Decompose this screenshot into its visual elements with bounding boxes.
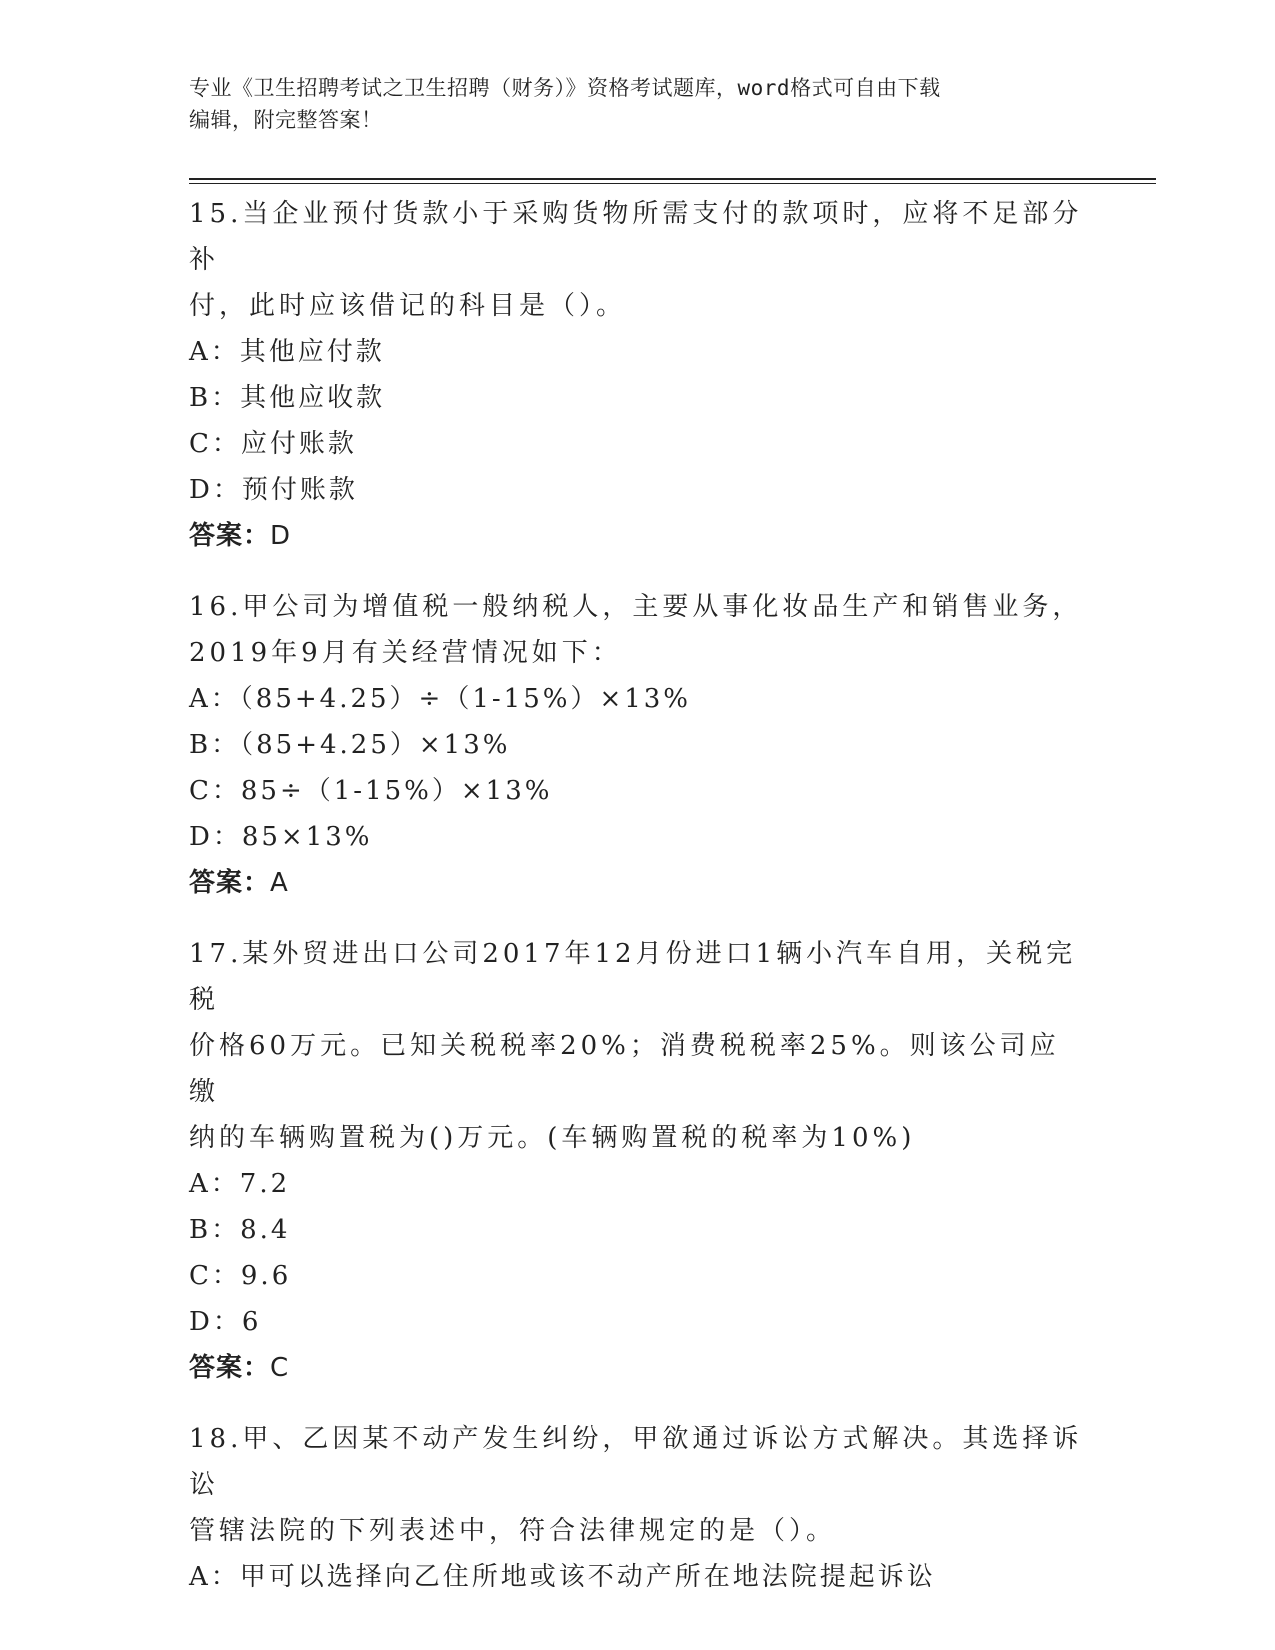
question-list	[189, 191, 1089, 1625]
option-c: C：85÷（1-15%）×13%	[189, 776, 553, 806]
question-16	[189, 584, 1089, 906]
question-text-line: 16.甲公司为增值税一般纳税人，主要从事化妆品生产和销售业务，	[189, 592, 1083, 622]
option-a: A：甲可以选择向乙住所地或该不动产所在地法院提起诉讼	[189, 1562, 936, 1592]
option-d: D：预付账款	[189, 475, 358, 505]
question-text-line: 17.某外贸进出口公司2017年12月份进口1辆小汽车自用，关税完税	[189, 939, 1077, 1015]
answer-line	[189, 1345, 1089, 1391]
header-line-1: 专业《卫生招聘考试之卫生招聘（财务）》资格考试题库，word格式可自由下载	[189, 76, 941, 100]
question-15	[189, 191, 1089, 559]
answer-line	[189, 513, 1089, 559]
answer-line	[189, 860, 1089, 906]
document-header	[189, 72, 1089, 136]
answer-value: C	[270, 1353, 290, 1383]
option-d: D：85×13%	[189, 822, 373, 852]
option-b: B：8.4	[189, 1215, 291, 1245]
option-c: C：9.6	[189, 1261, 292, 1291]
answer-label: 答案：	[189, 521, 271, 551]
answer-label: 答案：	[189, 1353, 271, 1383]
option-c: C：应付账款	[189, 429, 357, 459]
question-18	[189, 1416, 1089, 1600]
answer-label: 答案：	[189, 868, 271, 898]
option-a: A：其他应付款	[189, 337, 385, 367]
header-line-2: 编辑，附完整答案！	[189, 108, 383, 132]
answer-value: D	[270, 521, 292, 551]
option-a: A：（85+4.25）÷（1-15%）×13%	[189, 684, 692, 714]
option-a: A：7.2	[189, 1169, 291, 1199]
question-text-line: 纳的车辆购置税为()万元。(车辆购置税的税率为10%)	[189, 1123, 916, 1153]
question-text-line: 付，此时应该借记的科目是（）。	[189, 291, 627, 321]
option-d: D：6	[189, 1307, 262, 1337]
option-b: B：（85+4.25）×13%	[189, 730, 511, 760]
question-text-line: 2019年9月有关经营情况如下：	[189, 638, 622, 668]
option-b: B：其他应收款	[189, 383, 386, 413]
header-divider	[189, 178, 1156, 184]
answer-value: A	[270, 868, 289, 898]
question-text-line: 15.当企业预付货款小于采购货物所需支付的款项时，应将不足部分补	[189, 199, 1083, 275]
question-text-line: 管辖法院的下列表述中，符合法律规定的是（）。	[189, 1516, 837, 1546]
question-17	[189, 931, 1089, 1391]
question-text-line: 18.甲、乙因某不动产发生纠纷，甲欲通过诉讼方式解决。其选择诉讼	[189, 1424, 1083, 1500]
question-text-line: 价格60万元。已知关税税率20%；消费税税率25%。则该公司应缴	[189, 1031, 1060, 1107]
